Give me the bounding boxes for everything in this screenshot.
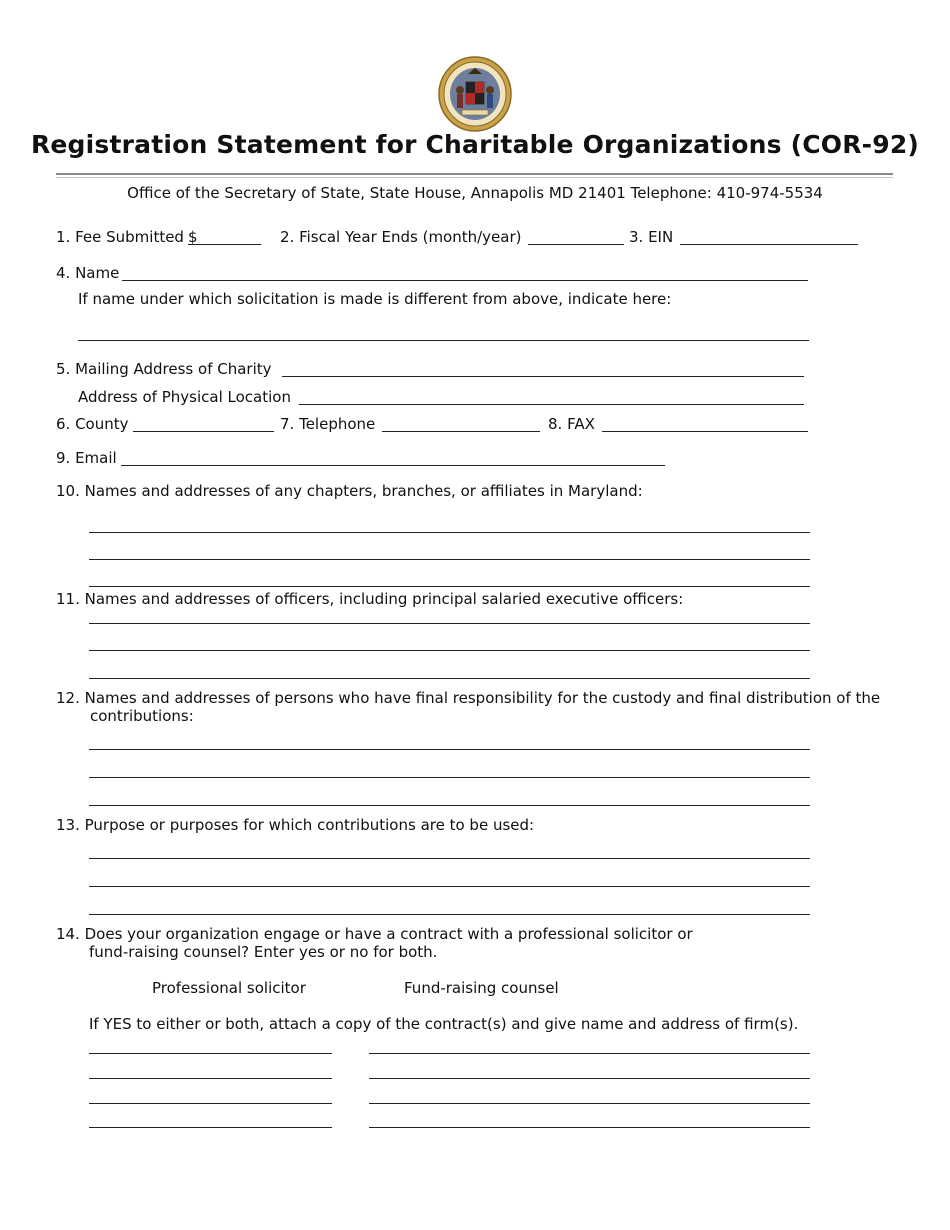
- physical-address-label: Address of Physical Location: [78, 388, 291, 406]
- q11-field-line[interactable]: [89, 678, 810, 679]
- telephone-label: 7. Telephone: [280, 415, 376, 433]
- county-label: 6. County: [56, 415, 129, 433]
- office-address-line: Office of the Secretary of State, State House, Annapolis MD 21401 Telephone: 410-974-5534: [127, 184, 823, 202]
- alt-name-label: If name under which solicitation is made is different from above, indicate here:: [78, 290, 672, 308]
- alt-name-field[interactable]: [78, 340, 809, 341]
- q13-label: 13. Purpose or purposes for which contributions are to be used:: [56, 816, 535, 834]
- email-label: 9. Email: [56, 449, 117, 467]
- telephone-field[interactable]: [382, 431, 540, 432]
- fiscal-year-label: 2. Fiscal Year Ends (month/year): [280, 228, 522, 246]
- firm-address-field-line[interactable]: [369, 1053, 810, 1054]
- q12-label-continued: contributions:: [90, 707, 194, 725]
- q10-field-line[interactable]: [89, 559, 810, 560]
- mailing-address-label: 5. Mailing Address of Charity: [56, 360, 272, 378]
- fax-field[interactable]: [602, 431, 808, 432]
- q13-field-line[interactable]: [89, 914, 810, 915]
- firm-name-field-line[interactable]: [89, 1127, 332, 1128]
- q12-field-line[interactable]: [89, 777, 810, 778]
- county-field[interactable]: [133, 431, 274, 432]
- fax-label: 8. FAX: [548, 415, 595, 433]
- firm-address-field-line[interactable]: [369, 1127, 810, 1128]
- header-divider: [56, 173, 893, 175]
- fee-submitted-field[interactable]: [188, 244, 261, 245]
- q11-field-line[interactable]: [89, 650, 810, 651]
- firm-name-field-line[interactable]: [89, 1103, 332, 1104]
- physical-address-field[interactable]: [299, 404, 804, 405]
- q14-label-continued: fund-raising counsel? Enter yes or no for both.: [89, 943, 438, 961]
- fiscal-year-field[interactable]: [528, 244, 624, 245]
- q12-label: 12. Names and addresses of persons who have final responsibility for the custody and final distribution of the: [56, 689, 881, 707]
- q11-label: 11. Names and addresses of officers, including principal salaried executive officers:: [56, 590, 684, 608]
- name-label: 4. Name: [56, 264, 120, 282]
- q12-field-line[interactable]: [89, 749, 810, 750]
- firm-name-field-line[interactable]: [89, 1078, 332, 1079]
- fee-submitted-label: 1. Fee Submitted: [56, 228, 184, 246]
- q10-field-line[interactable]: [89, 586, 810, 587]
- firm-address-field-line[interactable]: [369, 1103, 810, 1104]
- email-field[interactable]: [121, 465, 665, 466]
- q13-field-line[interactable]: [89, 858, 810, 859]
- page-title: Registration Statement for Charitable Organizations (COR-92): [30, 130, 920, 159]
- q12-field-line[interactable]: [89, 805, 810, 806]
- firm-name-field-line[interactable]: [89, 1053, 332, 1054]
- mailing-address-field[interactable]: [282, 376, 804, 377]
- maryland-seal-icon: [438, 56, 512, 132]
- firm-address-field-line[interactable]: [369, 1078, 810, 1079]
- fee-currency-symbol: $: [188, 228, 198, 246]
- q13-field-line[interactable]: [89, 886, 810, 887]
- q14-label: 14. Does your organization engage or have a contract with a professional solicitor or: [56, 925, 693, 943]
- ein-field[interactable]: [680, 244, 858, 245]
- q10-label: 10. Names and addresses of any chapters, branches, or affiliates in Maryland:: [56, 482, 643, 500]
- q11-field-line[interactable]: [89, 623, 810, 624]
- fund-raising-counsel-label: Fund-raising counsel: [404, 979, 559, 997]
- ein-label: 3. EIN: [629, 228, 674, 246]
- name-field[interactable]: [122, 280, 808, 281]
- q10-field-line[interactable]: [89, 532, 810, 533]
- header-divider-secondary: [56, 177, 893, 178]
- if-yes-instructions: If YES to either or both, attach a copy of the contract(s) and give name and address of firm(s).: [89, 1015, 799, 1033]
- professional-solicitor-label: Professional solicitor: [152, 979, 306, 997]
